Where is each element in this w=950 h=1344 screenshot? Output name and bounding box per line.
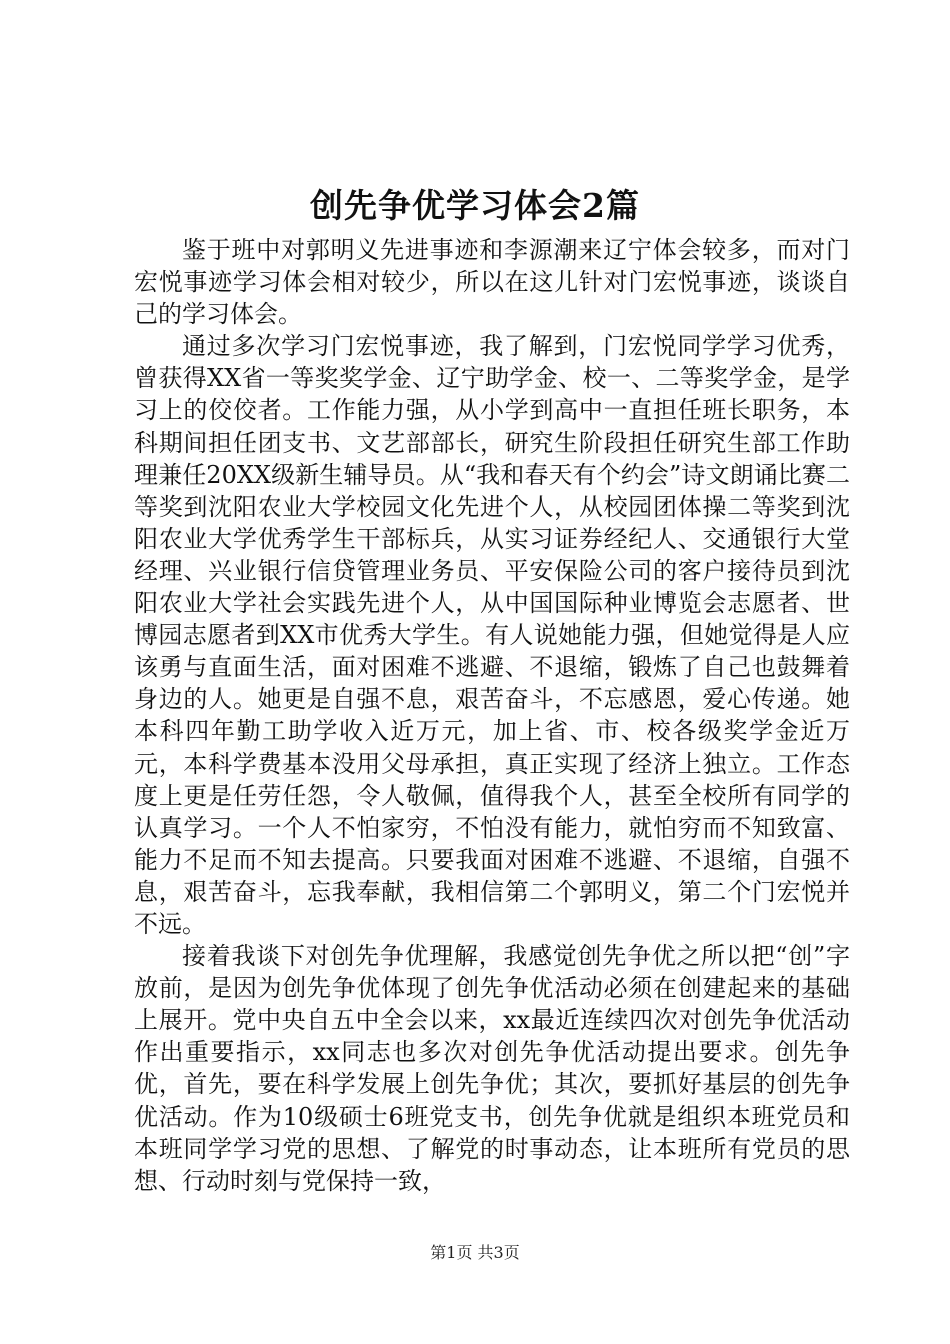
paragraph: 接着我谈下对创先争优理解，我感觉创先争优之所以把“创”字放前，是因为创先争优体现了创先争优活动必须在创建起来的基础上展开。党中央自五中全会以来，xx最近连续四次对创先争优活动作出重要指示，xx同志也多次对创先争优活动提出要求。创先争优，首先，要在科学发展上创先争优；其次，要抓好基层的创先争优活动。作为10级硕士6班党支书，创先争优就是组织本班党员和本班同学学习党的思想、了解党的时事动态，让本班所有党员的思想、行动时刻与党保持一致， <box>134 942 850 1195</box>
page-footer: 第1页 共3页 <box>430 1243 520 1262</box>
paragraph: 鉴于班中对郭明义先进事迹和李源潮来辽宁体会较多，而对门宏悦事迹学习体会相对较少，所以在这儿针对门宏悦事迹，谈谈自己的学习体会。 <box>134 236 850 329</box>
paragraph: 通过多次学习门宏悦事迹，我了解到，门宏悦同学学习优秀，曾获得XX省一等奖奖学金、辽宁助学金、校一、二等奖学金，是学习上的佼佼者。工作能力强，从小学到高中一直担任班长职务，本科期间担任团支书、文艺部部长，研究生阶段担任研究生部工作助理兼任20XX级新生辅导员。从“我和春天有个约会”诗文朗诵比赛二等奖到沈阳农业大学校园文化先进个人，从校园团体操二等奖到沈阳农业大学优秀学生干部标兵，从实习证券经纪人、交通银行大堂经理、兴业银行信贷管理业务员、平安保险公司的客户接待员到沈阳农业大学社会实践先进个人，从中国国际种业博览会志愿者、世博园志愿者到XX市优秀大学生。有人说她能力强，但她觉得是人应该勇与直面生活，面对困难不逃避、不退缩，锻炼了自己也鼓舞着身边的人。她更是自强不息，艰苦奋斗，不忘感恩，爱心传递。她本科四年勤工助学收入近万元，加上省、市、校各级奖学金近万元，本科学费基本没用父母承担，真正实现了经济上独立。工作态度上更是任劳任怨，令人敬佩，值得我个人，甚至全校所有同学的认真学习。一个人不怕家穷，不怕没有能力，就怕穷而不知致富、能力不足而不知去提高。只要我面对困难不逃避、不退缩，自强不息，艰苦奋斗，忘我奉献，我相信第二个郭明义，第二个门宏悦并不远。 <box>134 332 850 938</box>
document-body <box>134 234 850 1197</box>
document-title: 创先争优学习体会2篇 <box>310 186 640 225</box>
